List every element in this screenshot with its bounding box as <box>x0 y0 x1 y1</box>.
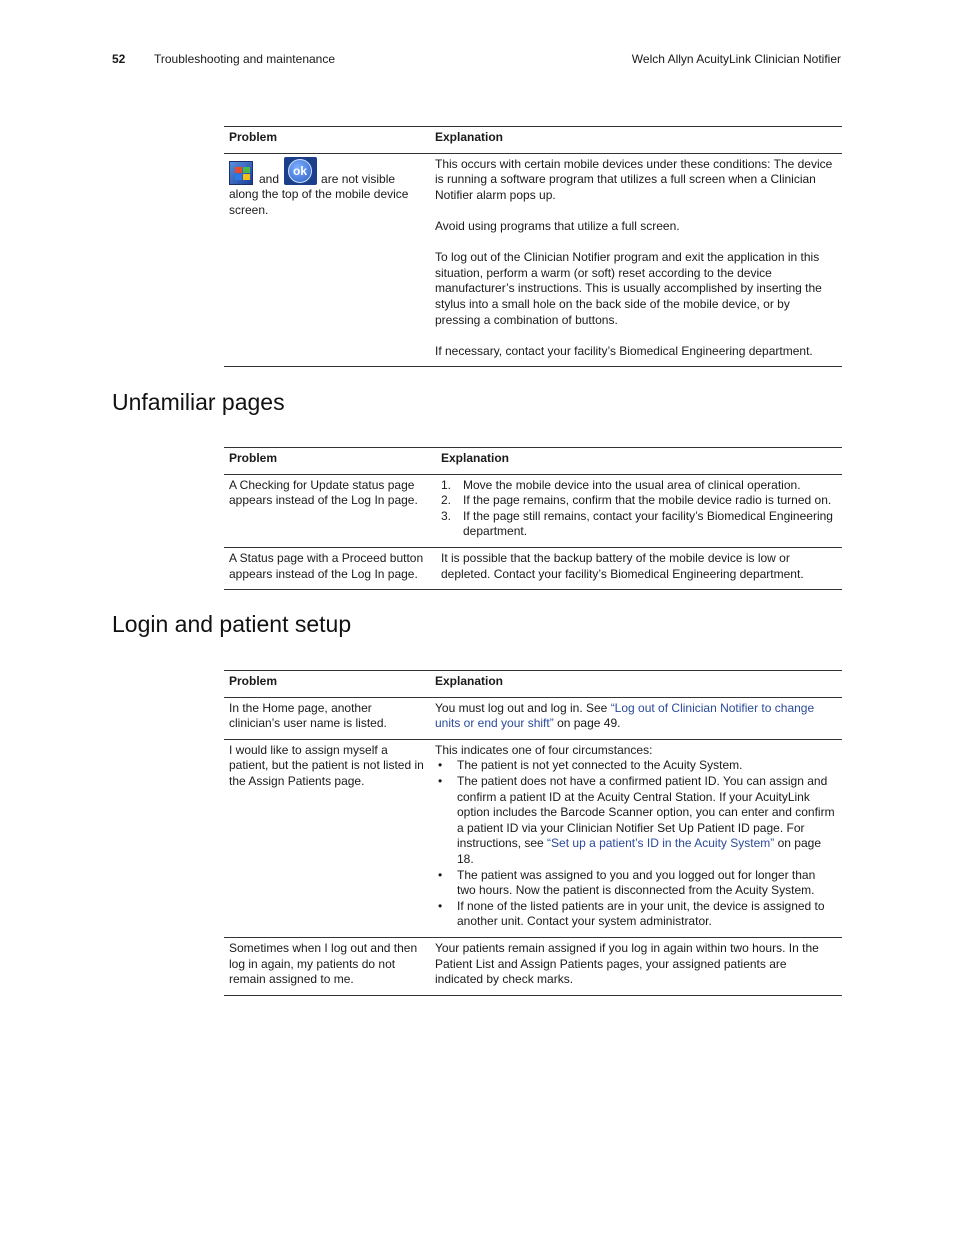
list-item: 1. Move the mobile device into the usual area of clinical operation. <box>441 477 801 492</box>
column-header-explanation: Explanation <box>430 127 842 154</box>
table-row <box>224 474 842 547</box>
document-title: Welch Allyn AcuityLink Clinician Notifier <box>631 52 841 66</box>
explanation-cell <box>430 153 842 367</box>
section-name: Troubleshooting and maintenance <box>154 52 336 66</box>
problem-text-a: are not visible <box>321 171 396 186</box>
section-heading-login-patient-setup: Login and patient setup <box>112 611 352 637</box>
table-row <box>224 739 842 937</box>
explanation-intro: This indicates one of four circumstances: <box>435 742 653 757</box>
table-row <box>224 153 842 367</box>
cross-reference-link[interactable]: “Log out of Clinician Notifier to change units or end your shift” <box>435 700 815 731</box>
troubleshooting-table-display <box>224 126 842 367</box>
problem-cell: A Checking for Update status page appears instead of the Log In page. <box>224 474 436 547</box>
circumstances-list <box>435 758 837 930</box>
table-header-row <box>224 127 842 154</box>
table-row <box>224 547 842 589</box>
table-row <box>224 937 842 995</box>
explanation-cell: You must log out and log in. See “Log out of Clinician Notifier to change units or end your shift” on page 49. <box>430 697 842 739</box>
list-item: 2. If the page remains, confirm that the mobile device radio is turned on. <box>441 493 832 508</box>
explanation-paragraph: To log out of the Clinician Notifier program and exit the application in this situation, perform a warm (or soft) reset according to the device manufacturer’s instructions. This is usually accomplished by inserting the stylus into a small hole on the back side of the mobile device, or by pressing a combination of buttons. <box>435 250 822 327</box>
explanation-paragraph: This occurs with certain mobile devices under these conditions: The device is running a software program that utilizes a full screen when a Clinician Notifier alarm pops up. <box>435 156 833 202</box>
column-header-explanation: Explanation <box>436 448 842 475</box>
table-row <box>224 697 842 739</box>
steps-list <box>441 478 837 540</box>
login-patient-setup-table <box>224 670 842 996</box>
windows-start-icon <box>229 161 253 185</box>
list-item: 3. If the page still remains, contact your facility’s Biomedical Engineering department. <box>441 508 833 539</box>
page-header <box>0 52 954 70</box>
problem-cell: In the Home page, another clinician’s user name is listed. <box>224 697 430 739</box>
explanation-paragraph: Avoid using programs that utilize a full screen. <box>435 218 680 233</box>
cross-reference-link[interactable]: “Set up a patient’s ID in the Acuity System” <box>547 836 775 851</box>
list-item: • If none of the listed patients are in your unit, the device is assigned to another unit. Contact your system administrator. <box>438 898 825 929</box>
explanation-cell <box>436 474 842 547</box>
explanation-cell: Your patients remain assigned if you log in again within two hours. In the Patient List and Assign Patients pages, your assigned patients are indicated by check marks. <box>430 937 842 995</box>
problem-cell: A Status page with a Proceed button appears instead of the Log In page. <box>224 547 436 589</box>
list-item: • The patient was assigned to you and you logged out for longer than two hours. Now the patient is disconnected from the Acuity System. <box>438 867 816 898</box>
list-item: • The patient is not yet connected to the Acuity System. <box>438 758 743 773</box>
problem-cell <box>224 153 430 367</box>
column-header-problem: Problem <box>224 448 436 475</box>
table-header-row <box>224 671 842 698</box>
problem-text-b: along the top of the mobile device screen. <box>229 187 409 217</box>
explanation-cell: It is possible that the backup battery of the mobile device is low or depleted. Contact your facility’s Biomedical Engineering department. <box>436 547 842 589</box>
problem-cell: Sometimes when I log out and then log in again, my patients do not remain assigned to me. <box>224 937 430 995</box>
section-heading-unfamiliar-pages: Unfamiliar pages <box>112 389 285 415</box>
ok-icon: ok <box>284 157 317 185</box>
column-header-explanation: Explanation <box>430 671 842 698</box>
unfamiliar-pages-table <box>224 447 842 590</box>
list-item: • The patient does not have a confirmed patient ID. You can assign and confirm a patient ID at the Acuity Central Station. If your AcuityLink option includes the Barcode Scanner option, you can enter and confirm a patient ID via your Clinician Notifier Set Up Patient ID page. For instructions, see “Set up a patient’s ID in the Acuity System” on page 18. <box>438 773 835 866</box>
page-number: 52 <box>112 52 126 66</box>
column-header-problem: Problem <box>224 671 430 698</box>
explanation-paragraph: If necessary, contact your facility’s Biomedical Engineering department. <box>435 343 813 358</box>
table-header-row <box>224 448 842 475</box>
problem-and-text: and <box>259 171 280 186</box>
column-header-problem: Problem <box>224 127 430 154</box>
problem-cell: I would like to assign myself a patient, but the patient is not listed in the Assign Patients page. <box>224 739 430 937</box>
explanation-cell <box>430 739 842 937</box>
